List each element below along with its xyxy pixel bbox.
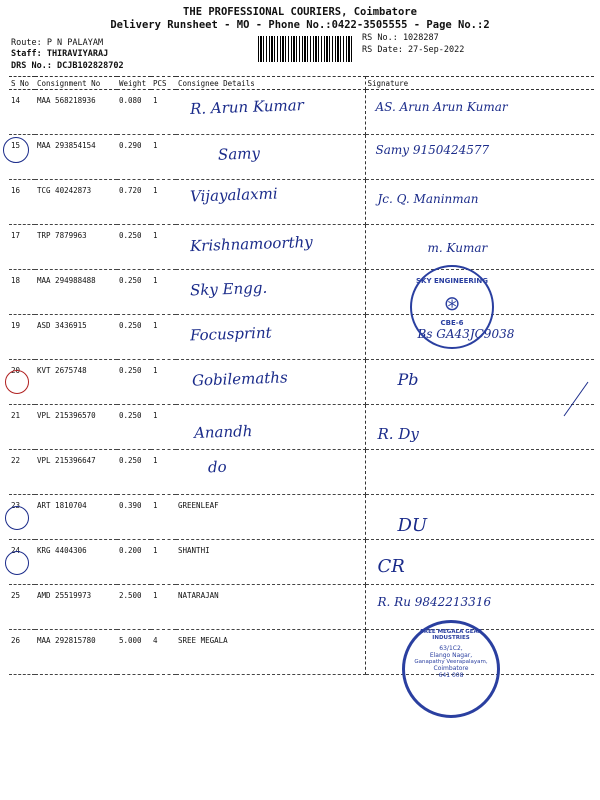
- row-weight: 0.250: [117, 270, 151, 315]
- row-pcs: 1: [151, 495, 176, 540]
- col-sno: S No: [9, 77, 35, 90]
- table-row: [9, 360, 594, 405]
- row-consignment: VPL 215396570: [35, 405, 117, 450]
- serial-circle-mark: [5, 551, 29, 575]
- row-pcs: 1: [151, 540, 176, 585]
- runsheet-title: THE PROFESSIONAL COURIERS, Coimbatore: [183, 6, 417, 18]
- row-signature: [365, 225, 594, 270]
- col-weight: Weight: [117, 77, 151, 90]
- row-consignment: MAA 294988488: [35, 270, 117, 315]
- row-consignee: [176, 135, 365, 180]
- consignee-handwritten: Focusprint: [189, 323, 272, 345]
- signature-mark: R. Ru 9842213316: [377, 595, 492, 609]
- row-consignee: [176, 450, 365, 495]
- table-row: [9, 90, 594, 135]
- row-signature: [365, 585, 594, 630]
- row-sno: 24: [9, 540, 35, 585]
- row-weight: 0.250: [117, 450, 151, 495]
- signature-mark: CR: [377, 556, 405, 577]
- row-signature: [365, 540, 594, 585]
- consignee-handwritten: R. Arun Kumar: [189, 96, 305, 118]
- row-weight: 0.390: [117, 495, 151, 540]
- row-consignment: TRP 7879963: [35, 225, 117, 270]
- table-row: [9, 540, 594, 585]
- table-header-row: [9, 77, 594, 90]
- table-row: [9, 630, 594, 675]
- row-signature: [365, 135, 594, 180]
- row-sno: 23: [9, 495, 35, 540]
- col-consignment: Consignment No: [35, 77, 117, 90]
- stamp-text: Ganapathy Veerapalayam,: [414, 659, 488, 665]
- row-pcs: 1: [151, 405, 176, 450]
- consignee-handwritten: Vijayalaxmi: [189, 184, 278, 206]
- row-pcs: 1: [151, 90, 176, 135]
- row-pcs: 4: [151, 630, 176, 675]
- stamp-text: SKY ENGINEERING: [416, 277, 488, 285]
- row-sno: 21: [9, 405, 35, 450]
- row-weight: 0.720: [117, 180, 151, 225]
- row-weight: 0.290: [117, 135, 151, 180]
- table-row: [9, 315, 594, 360]
- consignee-handwritten: do: [207, 457, 227, 477]
- row-consignee: [176, 225, 365, 270]
- table-row: [9, 450, 594, 495]
- row-signature: [365, 450, 594, 495]
- row-signature: [365, 90, 594, 135]
- signature-mark: m. Kumar: [427, 241, 488, 255]
- row-consignee: [176, 540, 365, 585]
- row-consignee: [176, 270, 365, 315]
- consignee-handwritten: Krishnamoorthy: [189, 232, 314, 256]
- consignee-handwritten: Gobilemaths: [191, 368, 288, 390]
- signature-mark: Samy 9150424577: [375, 143, 490, 157]
- stamp-text: SREE MEGALA GEAR INDUSTRIES: [419, 629, 483, 641]
- table-row: [9, 180, 594, 225]
- row-consignment: AMD 25519973: [35, 585, 117, 630]
- stamp-text: 641 008: [438, 672, 464, 679]
- table-row: [9, 225, 594, 270]
- row-pcs: 1: [151, 585, 176, 630]
- table-row: [9, 585, 594, 630]
- row-pcs: 1: [151, 270, 176, 315]
- table-row: [9, 405, 594, 450]
- stamp-text: Coimbatore: [433, 665, 469, 672]
- consignee-handwritten: Samy: [217, 144, 261, 164]
- col-pcs: PCS: [151, 77, 176, 90]
- row-consignee: [176, 585, 365, 630]
- runsheet-subtitle: Delivery Runsheet - MO - Phone No.:0422-3505555 - Page No.:2: [110, 19, 490, 31]
- row-weight: 0.250: [117, 315, 151, 360]
- consignee-printed: SREE MEGALA: [178, 636, 228, 645]
- signature-mark: DU: [397, 515, 428, 536]
- consignee-handwritten: Sky Engg.: [189, 278, 268, 300]
- row-sno: 14: [9, 90, 35, 135]
- table-row: [9, 135, 594, 180]
- row-pcs: 1: [151, 135, 176, 180]
- row-weight: 0.200: [117, 540, 151, 585]
- staff-label: Staff: THIRAVIYARAJ: [11, 49, 109, 59]
- row-consignment: MAA 292815780: [35, 630, 117, 675]
- row-sno: 17: [9, 225, 35, 270]
- col-signature: Signature: [365, 77, 594, 90]
- row-weight: 2.500: [117, 585, 151, 630]
- row-pcs: 1: [151, 450, 176, 495]
- row-weight: 5.000: [117, 630, 151, 675]
- stamp-logo-icon: ⊛: [443, 291, 461, 315]
- signature-mark: Jc. Q. Maninman: [377, 192, 479, 206]
- table-row: [9, 270, 594, 315]
- row-weight: 0.080: [117, 90, 151, 135]
- rs-number: RS No.: 1028287: [362, 33, 439, 43]
- row-consignee: [176, 315, 365, 360]
- row-weight: 0.250: [117, 405, 151, 450]
- sree-megala-stamp: [402, 620, 500, 718]
- row-consignee: [176, 180, 365, 225]
- row-weight: 0.250: [117, 225, 151, 270]
- sky-engineering-stamp: [410, 265, 494, 349]
- row-sno: 16: [9, 180, 35, 225]
- rs-date: RS Date: 27-Sep-2022: [362, 45, 465, 55]
- row-sno: 25: [9, 585, 35, 630]
- row-sno: 19: [9, 315, 35, 360]
- col-consignee: Consignee Details: [176, 77, 365, 90]
- stamp-text: CBE-6: [440, 319, 464, 327]
- row-sno: 15: [9, 135, 35, 180]
- row-consignee: [176, 90, 365, 135]
- serial-circle-mark: [3, 137, 29, 163]
- row-weight: 0.250: [117, 360, 151, 405]
- runsheet-table: [9, 76, 594, 675]
- row-pcs: 1: [151, 360, 176, 405]
- signature-mark: AS. Arun Arun Kumar: [375, 100, 508, 114]
- row-pcs: 1: [151, 225, 176, 270]
- row-consignee: [176, 495, 365, 540]
- pen-stroke: [560, 380, 590, 420]
- row-signature: [365, 180, 594, 225]
- signature-mark: Pb: [397, 370, 419, 389]
- row-consignee: [176, 360, 365, 405]
- consignee-handwritten: Anandh: [193, 421, 253, 443]
- row-consignment: MAA 568218936: [35, 90, 117, 135]
- signature-mark: R. Dy: [377, 425, 419, 443]
- serial-circle-mark: [5, 370, 29, 394]
- consignee-printed: GREENLEAF: [178, 501, 219, 510]
- stamp-text: Elango Nagar,: [429, 652, 473, 659]
- drs-label: DRS No.: DCJB102828702: [11, 61, 124, 71]
- row-consignment: KRG 4404306: [35, 540, 117, 585]
- row-sno: 20: [9, 360, 35, 405]
- row-consignee: [176, 630, 365, 675]
- table-row: [9, 495, 594, 540]
- row-sno: 22: [9, 450, 35, 495]
- row-signature: [365, 495, 594, 540]
- row-consignment: VPL 215396647: [35, 450, 117, 495]
- signature-mark: Bs GA43JC9038: [417, 327, 515, 341]
- route-label: Route: P N PALAYAM: [11, 38, 104, 48]
- row-pcs: 1: [151, 180, 176, 225]
- row-pcs: 1: [151, 315, 176, 360]
- barcode: [258, 36, 354, 62]
- row-consignment: ART 1810704: [35, 495, 117, 540]
- row-consignment: KVT 2675748: [35, 360, 117, 405]
- consignee-printed: SHANTHI: [178, 546, 210, 555]
- serial-circle-mark: [5, 506, 29, 530]
- row-consignee: [176, 405, 365, 450]
- row-sno: 26: [9, 630, 35, 675]
- row-consignment: MAA 293854154: [35, 135, 117, 180]
- row-consignment: ASD 3436915: [35, 315, 117, 360]
- stamp-text: 63/1C2,: [439, 645, 463, 652]
- consignee-printed: NATARAJAN: [178, 591, 219, 600]
- row-consignment: TCG 40242873: [35, 180, 117, 225]
- row-sno: 18: [9, 270, 35, 315]
